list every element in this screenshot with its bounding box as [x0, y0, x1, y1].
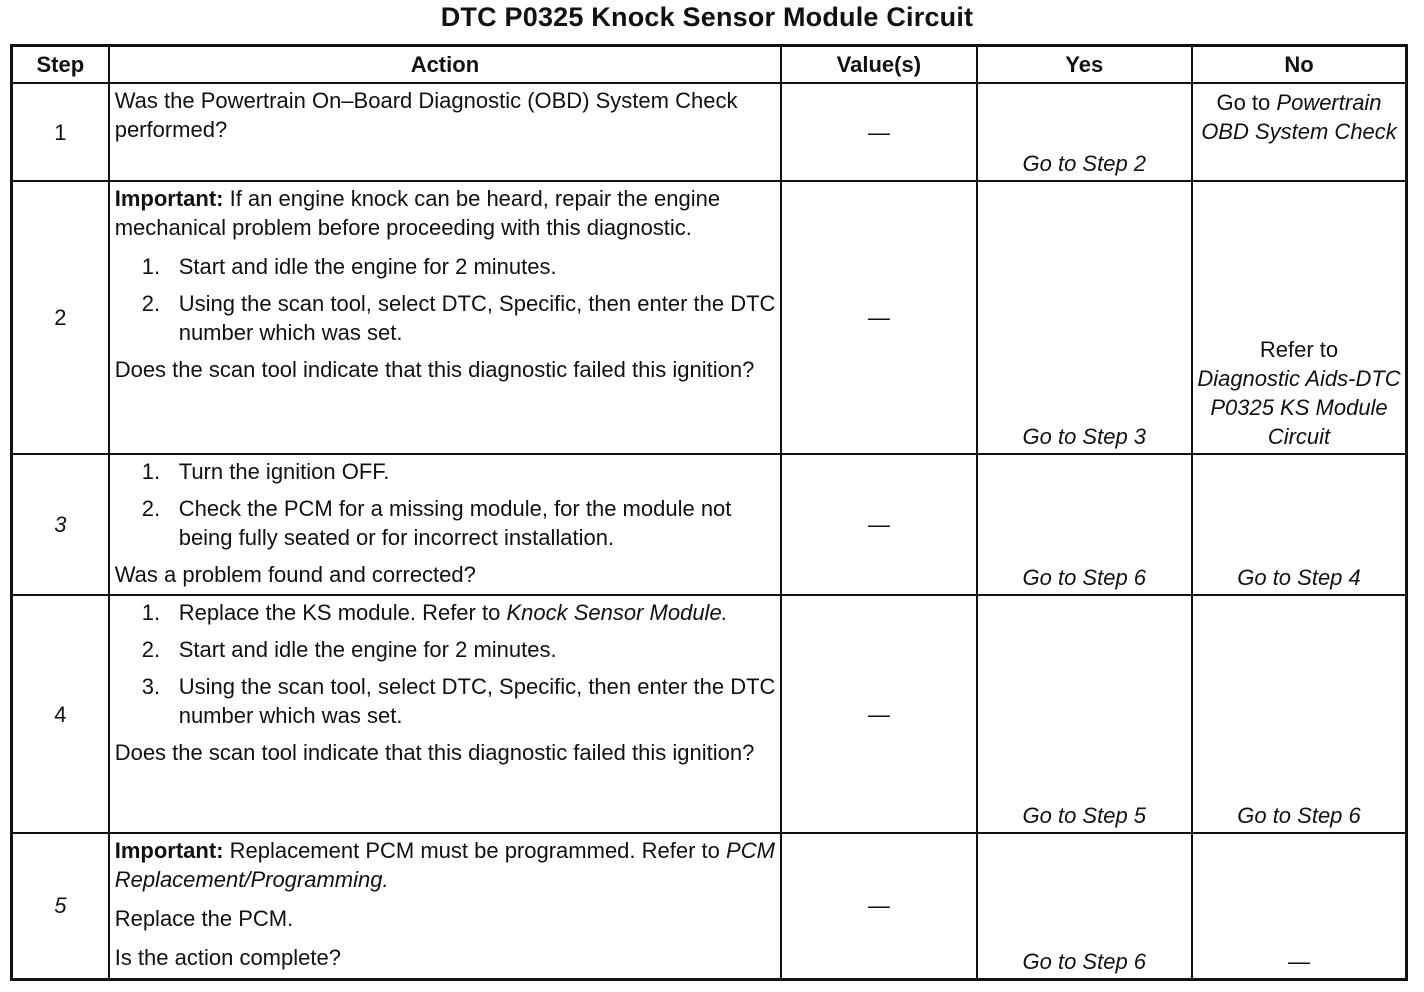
list-item-link[interactable]: Knock Sensor Module.: [506, 600, 728, 625]
value-cell: —: [781, 83, 976, 181]
step-list: [115, 252, 776, 347]
header-row: [12, 46, 1407, 84]
yes-link[interactable]: Go to Step 6: [977, 454, 1192, 595]
yes-link[interactable]: Go to Step 2: [977, 83, 1192, 181]
step-list: [115, 598, 776, 730]
step-number: 2: [12, 181, 109, 454]
list-item-text: Using the scan tool, select DTC, Specific, then enter the DTC number which was set.: [178, 674, 776, 728]
header-yes: Yes: [977, 46, 1192, 84]
table-row: [12, 833, 1407, 979]
step-number: 5: [12, 833, 109, 979]
diagnostic-table: [10, 44, 1408, 981]
action-cell: [109, 595, 781, 833]
no-prefix: Go to: [1216, 90, 1271, 115]
action-question: Does the scan tool indicate that this diagnostic failed this ignition?: [114, 357, 755, 382]
important-label: Important:: [114, 186, 224, 211]
value-cell: —: [781, 833, 976, 979]
no-link-text: Powertrain OBD System Check: [1201, 90, 1397, 144]
important-note: [115, 836, 776, 894]
list-item: 2. Using the scan tool, select DTC, Specific, then enter the DTC number which was set.: [141, 291, 776, 345]
action-cell: [109, 833, 781, 979]
action-cell: [109, 181, 781, 454]
value-cell: —: [781, 454, 976, 595]
page-title: DTC P0325 Knock Sensor Module Circuit: [440, 2, 974, 32]
yes-link[interactable]: Go to Step 3: [977, 181, 1192, 454]
value-cell: —: [781, 181, 976, 454]
important-label: Important:: [114, 838, 224, 863]
important-text: Replacement PCM must be programmed. Refer to: [229, 838, 720, 863]
no-link[interactable]: Go to Step 6: [1192, 595, 1407, 833]
important-note: [115, 184, 776, 242]
action-text: Replace the PCM.: [114, 906, 294, 931]
value-cell: —: [781, 595, 976, 833]
action-text: Was the Powertrain On–Board Diagnostic (OBD) System Check performed?: [114, 88, 738, 142]
list-item-text: Turn the ignition OFF.: [178, 459, 390, 484]
step-number: 1: [12, 83, 109, 181]
list-item: 1. Start and idle the engine for 2 minutes.: [141, 254, 557, 279]
important-link[interactable]: PCM Replacement/Programming.: [114, 838, 775, 892]
table-row: [12, 595, 1407, 833]
no-link[interactable]: [1192, 83, 1407, 181]
action-cell: [109, 454, 781, 595]
no-link[interactable]: [1192, 181, 1407, 454]
header-action: Action: [109, 46, 781, 84]
action-cell: [109, 83, 781, 181]
no-link-text: Diagnostic Aids-DTC P0325 KS Module Circuit: [1197, 366, 1401, 449]
table-row: [12, 454, 1407, 595]
action-question: Is the action complete?: [114, 945, 341, 970]
step-list: [115, 457, 776, 552]
list-item: 1. Turn the ignition OFF.: [141, 459, 390, 484]
list-item: 2. Start and idle the engine for 2 minutes.: [141, 637, 557, 662]
important-text: If an engine knock can be heard, repair the engine mechanical problem before proceeding with this diagnostic.: [114, 186, 721, 240]
no-prefix: Refer to: [1259, 337, 1339, 362]
list-item: 1. Replace the KS module. Refer to Knock Sensor Module.: [141, 600, 728, 625]
header-step: Step: [12, 46, 109, 84]
table-row: [12, 83, 1407, 181]
list-item-text: Check the PCM for a missing module, for the module not being fully seated or for incorrect installation.: [178, 496, 732, 550]
no-link[interactable]: Go to Step 4: [1192, 454, 1407, 595]
yes-link[interactable]: Go to Step 5: [977, 595, 1192, 833]
step-number: 3: [12, 454, 109, 595]
header-no: No: [1192, 46, 1407, 84]
list-item: 3. Using the scan tool, select DTC, Specific, then enter the DTC number which was set.: [141, 674, 776, 728]
action-question: Does the scan tool indicate that this diagnostic failed this ignition?: [114, 740, 755, 765]
list-item-text: Start and idle the engine for 2 minutes.: [178, 637, 557, 662]
action-question: Was a problem found and corrected?: [114, 562, 476, 587]
list-item-text: Using the scan tool, select DTC, Specific, then enter the DTC number which was set.: [178, 291, 776, 345]
header-values: Value(s): [781, 46, 976, 84]
list-item-text: Replace the KS module. Refer to: [178, 600, 501, 625]
table-row: [12, 181, 1407, 454]
list-item: 2. Check the PCM for a missing module, for the module not being fully seated or for incorrect installation.: [141, 496, 732, 550]
no-cell: —: [1192, 833, 1407, 979]
list-item-text: Start and idle the engine for 2 minutes.: [178, 254, 557, 279]
yes-link[interactable]: Go to Step 6: [977, 833, 1192, 979]
step-number: 4: [12, 595, 109, 833]
